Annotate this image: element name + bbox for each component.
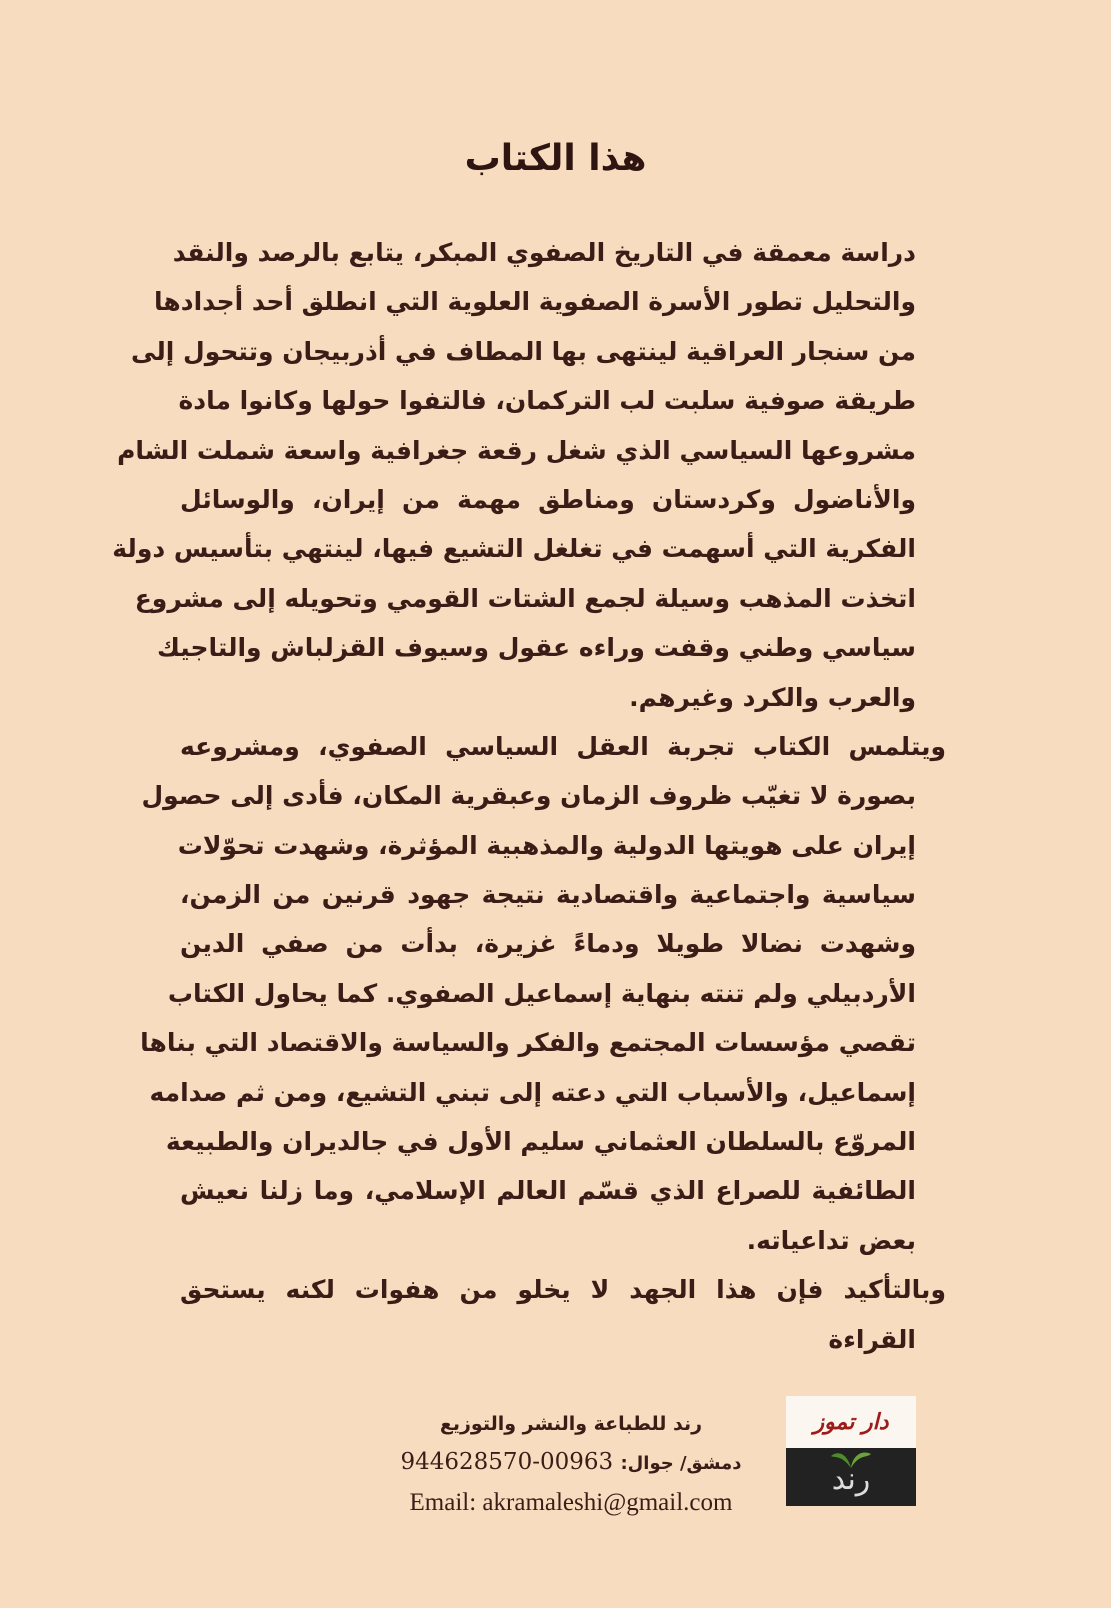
text-line: سياسية واجتماعية واقتصادية نتيجة جهود قرنين من الزمن،	[180, 880, 916, 910]
logo-bottom	[786, 1448, 916, 1506]
email: Email: akramaleshi@gmail.com	[409, 1489, 733, 1516]
text-line: وشهدت نضالا طويلا ودماءً غزيرة، بدأت من صفي الدين	[180, 929, 916, 959]
text-line: والتحليل تطور الأسرة الصفوية العلوية التي انطلق أحد أجدادها	[154, 287, 916, 317]
text-line: الفكرية التي أسهمت في تغلغل التشيع فيها، لينتهي بتأسيس دولة	[112, 534, 916, 564]
text-line: طريقة صوفية سلبت لب التركمان، فالتفوا حولها وكانوا مادة	[178, 386, 916, 416]
text-line: من سنجار العراقية لينتهى بها المطاف في أذربيجان وتتحول إلى	[131, 336, 916, 366]
text-line: والأناضول وكردستان ومناطق مهمة من إيران، والوسائل	[180, 484, 916, 514]
text-line: وبالتأكيد فإن هذا الجهد لا يخلو من هفوات لكنه يستحق	[180, 1275, 946, 1305]
publisher-info	[371, 1405, 771, 1523]
publisher-name: رند للطباعة والنشر والتوزيع	[439, 1413, 703, 1435]
publisher-logo	[786, 1396, 916, 1506]
text-line: إيران على هويتها الدولية والمذهبية المؤثرة، وشهدت تحوّلات	[177, 830, 916, 860]
text-line: إسماعيل، والأسباب التي دعته إلى تبني التشيع، ومن ثم صدامه	[149, 1077, 916, 1107]
text-line: سياسي وطني وقفت وراءه عقول وسيوف القزلباش والتاجيك	[156, 633, 916, 663]
description-text	[112, 228, 946, 1364]
leaf-icon	[831, 1450, 871, 1470]
text-line: اتخذت المذهب وسيلة لجمع الشتات القومي وتحويله إلى مشروع	[134, 583, 916, 613]
phone-line	[371, 1443, 771, 1483]
phone-number: 00963-944628570	[400, 1449, 614, 1475]
text-line: الطائفية للصراع الذي قسّم العالم الإسلامي، وما زلنا نعيش	[180, 1176, 916, 1206]
text-line: المروّع بالسلطان العثماني سليم الأول في جالديران والطبيعة	[165, 1127, 916, 1157]
text-line: الأردبيلي ولم تنته بنهاية إسماعيل الصفوي. كما يحاول الكتاب	[167, 978, 916, 1008]
text-line: القراءة	[828, 1324, 916, 1354]
page-title: هذا الكتاب	[464, 138, 647, 179]
text-line: دراسة معمقة في التاريخ الصفوي المبكر، يتابع بالرصد والنقد	[172, 238, 916, 267]
logo-top-text: دار تموز	[786, 1396, 916, 1448]
text-line: ويتلمس الكتاب تجربة العقل السياسي الصفوي، ومشروعه	[180, 731, 946, 761]
text-line: والعرب والكرد وغيرهم.	[629, 682, 916, 712]
phone-label: دمشق/ جوال:	[620, 1453, 742, 1474]
text-line: مشروعها السياسي الذي شغل رقعة جغرافية واسعة شملت الشام	[117, 435, 916, 465]
logo-bottom-text: رند	[831, 1462, 871, 1497]
text-line: تقصي مؤسسات المجتمع والفكر والسياسة والاقتصاد التي بناها	[140, 1028, 916, 1058]
text-line: بصورة لا تغيّب ظروف الزمان وعبقرية المكان، فأدى إلى حصول	[141, 781, 916, 811]
text-line: بعض تداعياته.	[746, 1225, 916, 1255]
